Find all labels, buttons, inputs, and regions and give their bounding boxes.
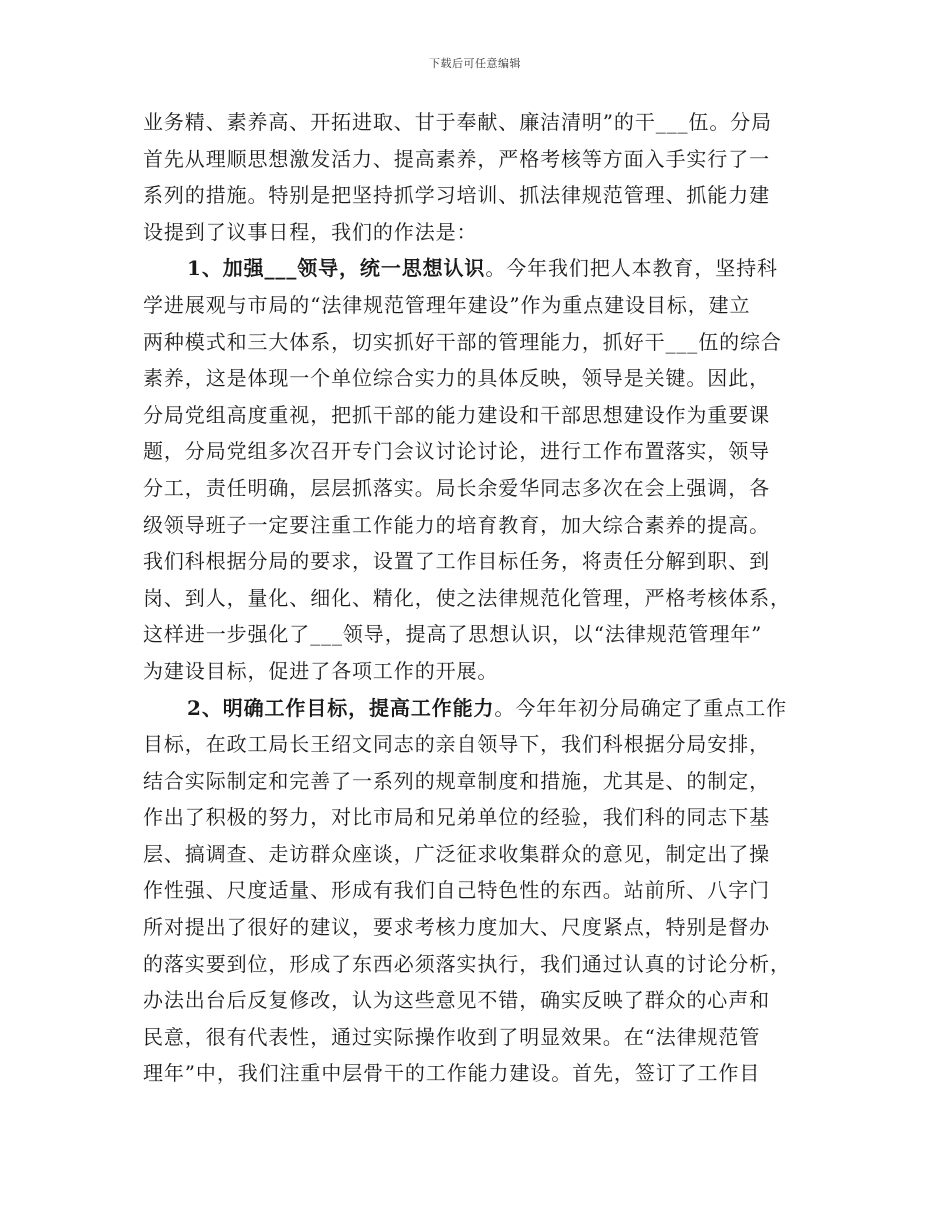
text-line: 级领导班子一定要注重工作能力的培育教育，加大综合素养的提高。 <box>143 512 770 537</box>
text-line: 首先从理顺思想激发活力、提高素养，严格考核等方面入手实行了一 <box>143 146 770 171</box>
section-heading-line <box>143 250 813 287</box>
section-heading-line <box>143 690 813 727</box>
text-line: 的落实要到位，形成了东西必须落实执行，我们通过认真的讨论分析， <box>143 951 791 976</box>
text-line: 层、搞调查、走访群众座谈，广泛征求收集群众的意见，制定出了操 <box>143 841 770 866</box>
section-heading-2-rest: 。今年年初分局确定了重点工作 <box>494 695 788 720</box>
text-line: 业务精、素养高、开拓进取、甘于奉献、廉洁清明”的干___伍。分局 <box>143 110 773 134</box>
text-line: 理年”中，我们注重中层骨干的工作能力建设。首先，签订了工作目 <box>143 1061 761 1086</box>
text-line: 作出了积极的努力，对比市局和兄弟单位的经验，我们科的同志下基 <box>143 805 770 830</box>
section-heading-2: 2、明确工作目标，提高工作能力 <box>187 695 495 720</box>
text-line: 两种模式和三大体系，切实抓好干部的管理能力，抓好干___伍的综合 <box>143 329 782 354</box>
text-line: 岗、到人，量化、细化、精化，使之法律规范化管理，严格考核体系， <box>143 585 791 610</box>
section-heading-1-rest: 。今年我们把人本教育，坚持科 <box>485 256 778 281</box>
text-line: 所对提出了很好的建议，要求考核力度加大、尺度紧点，特别是督办 <box>143 915 770 940</box>
text-line: 系列的措施。特别是把坚持抓学习培训、抓法律规范管理、抓能力建 <box>143 183 770 208</box>
text-line: 素养，这是体现一个单位综合实力的具体反映，领导是关键。因此， <box>143 366 770 391</box>
text-line: 题，分局党组多次召开专门会议讨论讨论，进行工作布置落实，领导 <box>143 439 770 464</box>
text-line: 目标，在政工局长王绍文同志的亲自领导下，我们科根据分局安排， <box>143 732 770 757</box>
text-line: 这样进一步强化了___领导，提高了思想认识，以“法律规范管理年” <box>143 622 763 647</box>
section-heading-1: 1、加强___领导，统一思想认识 <box>187 256 486 281</box>
text-line: 设提到了议事日程，我们的作法是： <box>143 219 478 244</box>
text-line: 学进展观与市局的“法律规范管理年建设”作为重点建设目标，建立 <box>143 292 751 317</box>
text-line: 作性强、尺度适量、形成有我们自己特色性的东西。站前所、八字门 <box>143 878 770 903</box>
header-note: 下载后可任意编辑 <box>429 57 521 70</box>
text-line: 民意，很有代表性，通过实际操作收到了明显效果。在“法律规范管 <box>143 1024 761 1049</box>
body-text <box>143 104 813 1092</box>
text-line: 分局党组高度重视，把抓干部的能力建设和干部思想建设作为重要课 <box>143 402 770 427</box>
text-line: 办法出台后反复修改，认为这些意见不错，确实反映了群众的心声和 <box>143 988 770 1013</box>
text-line: 结合实际制定和完善了一系列的规章制度和措施，尤其是、的制定， <box>143 768 770 793</box>
text-line: 为建设目标，促进了各项工作的开展。 <box>143 658 499 683</box>
text-line: 我们科根据分局的要求，设置了工作目标任务，将责任分解到职、到 <box>143 549 770 574</box>
text-line: 分工，责任明确，层层抓落实。局长余爱华同志多次在会上强调，各 <box>143 475 770 500</box>
